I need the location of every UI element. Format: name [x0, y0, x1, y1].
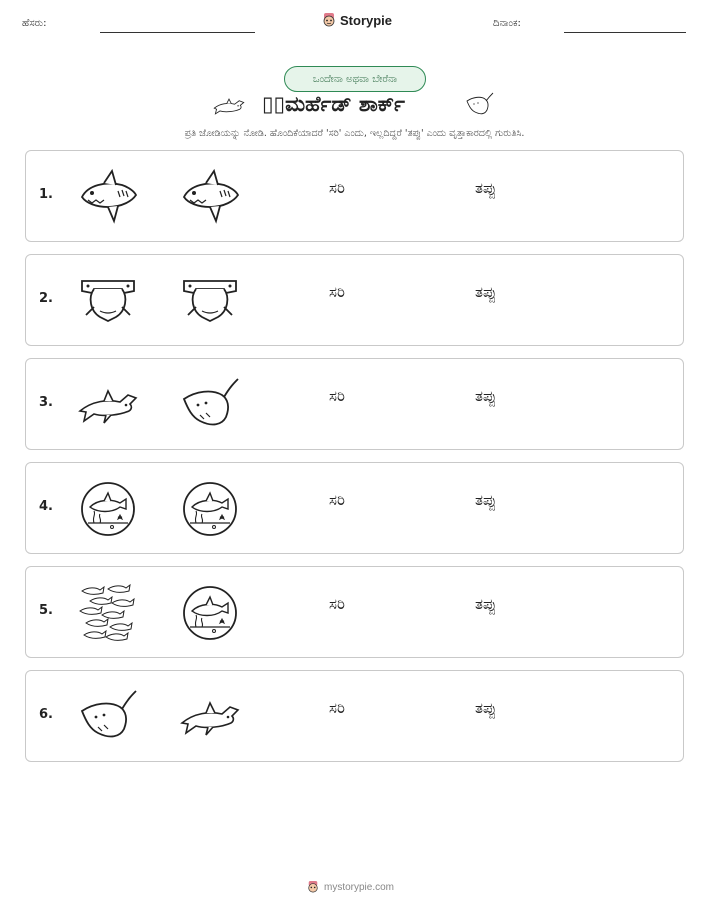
hammerhead-side-icon	[78, 375, 138, 435]
answer-no[interactable]: ತಪ್ಪು	[475, 283, 497, 301]
question-number: 6.	[39, 707, 53, 722]
question-number: 3.	[39, 395, 53, 410]
storypie-mascot-icon	[322, 12, 336, 28]
name-label: ಹೆಸರು:	[22, 18, 47, 29]
stingray-icon	[78, 687, 138, 747]
storypie-mascot-icon	[307, 880, 319, 894]
shark-face-icon	[78, 167, 138, 227]
shark-school-icon	[78, 583, 138, 643]
answer-yes[interactable]: ಸರಿ	[329, 491, 345, 509]
instructions: ಪ್ರತಿ ಜೋಡಿಯನ್ನು ನೋಡಿ. ಹೊಂದಿಕೆಯಾದರೆ 'ಸರಿ' ಎಂದು, ಇಲ್ಲದಿದ್ದರೆ 'ತಪ್ಪು' ಎಂದು ವೃತ್ತಾಕಾರದಲ್ಲಿ ಗುರುತಿಸಿ.	[184, 128, 525, 139]
answer-yes[interactable]: ಸರಿ	[329, 699, 345, 717]
answer-yes[interactable]: ಸರಿ	[329, 179, 345, 197]
question-number: 2.	[39, 291, 53, 306]
hammerhead-front-icon	[78, 271, 138, 331]
stingray-icon	[463, 90, 495, 124]
footer-url: mystorypie.com	[324, 881, 395, 893]
answer-no[interactable]: ತಪ್ಪು	[475, 491, 497, 509]
shark-face-icon	[180, 167, 240, 227]
answer-no[interactable]: ತಪ್ಪು	[475, 595, 497, 613]
page-title: ▯▯ಮರ್ಹೆಡ್ ಶಾರ್ಕ್	[262, 92, 405, 116]
question-number: 5.	[39, 603, 53, 618]
shark-badge-icon	[180, 583, 240, 643]
shark-badge-icon	[180, 479, 240, 539]
answer-no[interactable]: ತಪ್ಪು	[475, 699, 497, 717]
question-row	[25, 670, 684, 762]
answer-yes[interactable]: ಸರಿ	[329, 283, 345, 301]
answer-yes[interactable]: ಸರಿ	[329, 595, 345, 613]
stingray-icon	[180, 375, 240, 435]
hammerhead-side-icon	[180, 687, 240, 747]
answer-no[interactable]: ತಪ್ಪು	[475, 179, 497, 197]
question-number: 4.	[39, 499, 53, 514]
name-line[interactable]	[100, 32, 255, 33]
question-row	[25, 358, 684, 450]
answer-no[interactable]: ತಪ್ಪು	[475, 387, 497, 405]
question-number: 1.	[39, 187, 53, 202]
activity-badge: ಒಂದೇನಾ ಅಥವಾ ಬೇರೆನಾ	[284, 66, 426, 92]
shark-badge-icon	[78, 479, 138, 539]
question-row	[25, 462, 684, 554]
question-row	[25, 254, 684, 346]
hammerhead-side-icon	[212, 94, 246, 124]
date-line[interactable]	[564, 32, 686, 33]
title-row	[0, 90, 709, 122]
question-row	[25, 566, 684, 658]
question-row	[25, 150, 684, 242]
footer	[307, 880, 394, 894]
brand-name: Storypie	[340, 12, 393, 28]
hammerhead-front-icon	[180, 271, 240, 331]
date-label: ದಿನಾಂಕ:	[493, 18, 521, 29]
brand-logo	[322, 12, 392, 28]
answer-yes[interactable]: ಸರಿ	[329, 387, 345, 405]
